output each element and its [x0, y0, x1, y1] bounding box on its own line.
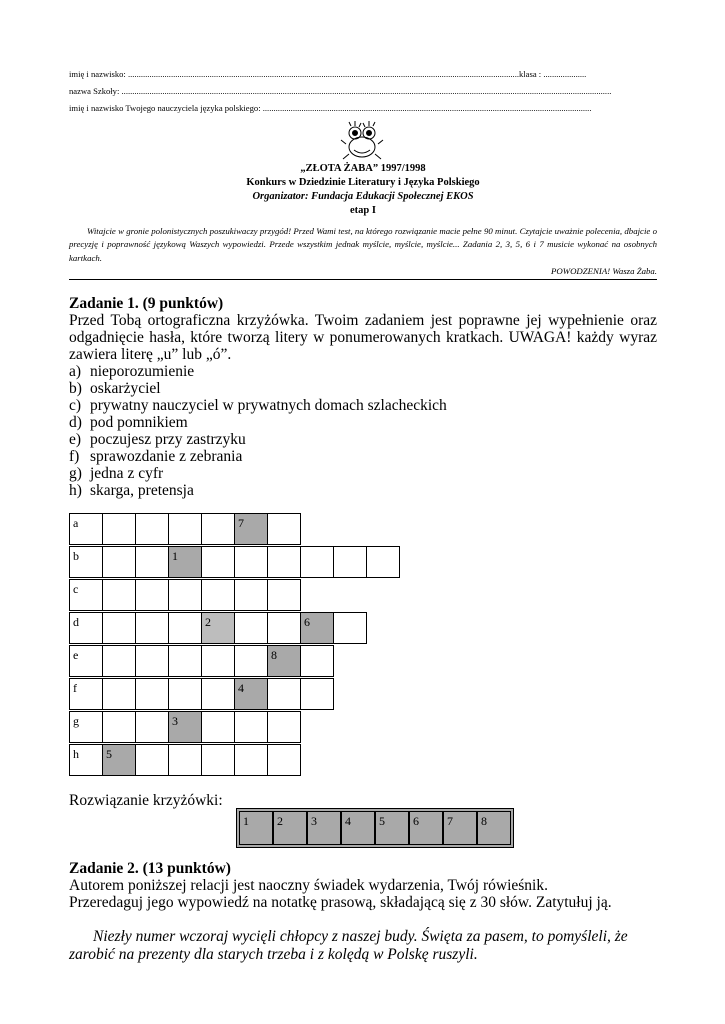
- class-label: klasa :: [518, 69, 542, 79]
- numbered-cell[interactable]: 3: [168, 711, 202, 743]
- numbered-cell[interactable]: 4: [234, 678, 268, 710]
- row-label-cell[interactable]: b: [69, 546, 103, 578]
- crossword-cell[interactable]: [300, 678, 334, 710]
- crossword-cell[interactable]: [234, 645, 268, 677]
- teacher-label: imię i nazwisko Twojego nauczyciela języka polskiego:: [69, 103, 261, 113]
- crossword-cell[interactable]: [234, 744, 268, 776]
- crossword-cell[interactable]: [135, 546, 169, 578]
- crossword-cell[interactable]: [201, 678, 235, 710]
- clue-item: [69, 414, 657, 431]
- numbered-cell[interactable]: 2: [201, 612, 235, 644]
- crossword-cell[interactable]: [135, 678, 169, 710]
- intro-text: Witajcie w gronie polonistycznych poszukiwaczy przygód! Przed Wami test, na którego rozwiązanie macie pełne 90 minut. Czytajcie uważnie polecenia, dbajcie o precyzję i poprawność językową Waszych wypowiedzi. Przede wszystkim jednak myślcie, myślcie, myślcie... Zadania 2, 3, 5, 6 i 7 musicie wykonać na osobnych kartkach.: [69, 226, 657, 263]
- crossword-cell[interactable]: [168, 513, 202, 545]
- crossword-row-h: [69, 744, 300, 776]
- clue-list: [69, 363, 657, 499]
- solution-cell[interactable]: 1: [239, 811, 273, 845]
- crossword-cell[interactable]: [267, 546, 301, 578]
- task1-title: Zadanie 1. (9 punktów): [69, 295, 224, 312]
- task1: [69, 295, 657, 499]
- teacher-dots: .........................................................................................................................................................: [262, 103, 592, 113]
- crossword-cell[interactable]: [102, 513, 136, 545]
- name-line[interactable]: [69, 69, 586, 79]
- crossword-row-f: [69, 678, 333, 710]
- clue-letter: e): [69, 431, 82, 448]
- contest-title: „ZŁOTA ŻABA” 1997/1998: [300, 163, 426, 174]
- name-dots: ......................................................................................................................................................................................: [127, 69, 519, 79]
- clue-letter: c): [69, 397, 82, 414]
- clue-item: [69, 465, 657, 482]
- row-label-cell[interactable]: g: [69, 711, 103, 743]
- row-label-cell[interactable]: f: [69, 678, 103, 710]
- clue-item: [69, 448, 657, 465]
- numbered-cell[interactable]: 5: [102, 744, 136, 776]
- teacher-line[interactable]: [69, 103, 591, 113]
- crossword-cell[interactable]: [135, 744, 169, 776]
- crossword-row-b: [69, 546, 399, 578]
- clue-letter: d): [69, 414, 82, 431]
- clue-text: pod pomnikiem: [90, 414, 188, 431]
- crossword-row-e: [69, 645, 333, 677]
- crossword-cell[interactable]: [135, 645, 169, 677]
- clue-item: [69, 363, 657, 380]
- numbered-cell[interactable]: 6: [300, 612, 334, 644]
- task2-line1: Autorem poniższej relacji jest naoczny świadek wydarzenia, Twój rówieśnik.: [69, 877, 548, 894]
- solution-cell[interactable]: 4: [341, 811, 375, 845]
- task2: [69, 860, 657, 911]
- crossword-cell[interactable]: [102, 711, 136, 743]
- clue-text: sprawozdanie z zebrania: [90, 448, 243, 465]
- solution-cell[interactable]: 3: [307, 811, 341, 845]
- solution-cell[interactable]: 2: [273, 811, 307, 845]
- crossword-cell[interactable]: [300, 546, 334, 578]
- solution-cell[interactable]: 5: [375, 811, 409, 845]
- crossword-cell[interactable]: [102, 579, 136, 611]
- task2-line2: Przeredaguj jego wypowiedź na notatkę prasową, składającą się z 30 słów. Zatytułuj ją.: [69, 894, 612, 911]
- crossword-cell[interactable]: [135, 612, 169, 644]
- stage: etap I: [350, 205, 376, 216]
- solution-cell[interactable]: 8: [477, 811, 511, 845]
- row-label-cell[interactable]: a: [69, 513, 103, 545]
- crossword-cell[interactable]: [201, 645, 235, 677]
- solution-cell[interactable]: 7: [443, 811, 477, 845]
- crossword-cell[interactable]: [234, 579, 268, 611]
- crossword-cell[interactable]: [333, 546, 367, 578]
- crossword-cell[interactable]: [267, 513, 301, 545]
- class-dots: ....................: [543, 69, 587, 79]
- clue-item: [69, 482, 657, 499]
- crossword-cell[interactable]: [267, 744, 301, 776]
- crossword-row-d: [69, 612, 366, 644]
- task1-text: Przed Tobą ortograficzna krzyżówka. Twoim zadaniem jest poprawne jej wypełnienie oraz odgadnięcie hasła, które tworzą litery w ponumerowanych kratkach. UWAGA! każdy wyraz zawiera literę „u” lub „ó”.: [69, 312, 657, 363]
- numbered-cell[interactable]: 1: [168, 546, 202, 578]
- crossword-cell[interactable]: [234, 546, 268, 578]
- clue-item: [69, 431, 657, 448]
- organizer: Organizator: Fundacja Edukacji Społecznej EKOS: [252, 191, 474, 202]
- clue-letter: g): [69, 465, 82, 482]
- crossword-cell[interactable]: [234, 711, 268, 743]
- crossword-row-c: [69, 579, 300, 611]
- solution-label: Rozwiązanie krzyżówki:: [69, 792, 223, 809]
- row-label-cell[interactable]: e: [69, 645, 103, 677]
- crossword-cell[interactable]: [102, 612, 136, 644]
- crossword-cell[interactable]: [135, 711, 169, 743]
- crossword-cell[interactable]: [234, 612, 268, 644]
- school-label: nazwa Szkoły:: [69, 86, 120, 96]
- crossword-cell[interactable]: [333, 612, 367, 644]
- solution-grid: [236, 808, 514, 848]
- row-label-cell[interactable]: h: [69, 744, 103, 776]
- divider: [69, 279, 657, 280]
- clue-item: [69, 380, 657, 397]
- clue-text: oskarżyciel: [90, 380, 161, 397]
- row-label-cell[interactable]: d: [69, 612, 103, 644]
- crossword-cell[interactable]: [300, 645, 334, 677]
- clue-text: prywatny nauczyciel w prywatnych domach szlacheckich: [90, 397, 447, 414]
- crossword-cell[interactable]: [168, 579, 202, 611]
- crossword-cell[interactable]: [135, 513, 169, 545]
- clue-letter: b): [69, 380, 82, 397]
- crossword-cell[interactable]: [366, 546, 400, 578]
- numbered-cell[interactable]: 7: [234, 513, 268, 545]
- crossword-cell[interactable]: [201, 546, 235, 578]
- clue-text: skarga, pretensja: [90, 482, 194, 499]
- crossword-cell[interactable]: [168, 744, 202, 776]
- clue-text: poczujesz przy zastrzyku: [90, 431, 246, 448]
- signature: POWODZENIA! Wasza Żaba.: [551, 266, 657, 276]
- clue-letter: a): [69, 363, 82, 380]
- crossword-cell[interactable]: [168, 612, 202, 644]
- crossword-cell[interactable]: [168, 645, 202, 677]
- crossword-cell[interactable]: [135, 579, 169, 611]
- crossword-cell[interactable]: [102, 678, 136, 710]
- frog-logo-icon: [339, 120, 385, 162]
- crossword-cell[interactable]: [201, 513, 235, 545]
- crossword-row-g: [69, 711, 300, 743]
- clue-text: nieporozumienie: [90, 363, 195, 380]
- crossword-cell[interactable]: [201, 711, 235, 743]
- row-label-cell[interactable]: c: [69, 579, 103, 611]
- crossword-cell[interactable]: [201, 579, 235, 611]
- school-line[interactable]: [69, 86, 611, 96]
- clue-text: jedna z cyfr: [90, 465, 164, 482]
- crossword-cell[interactable]: [267, 678, 301, 710]
- crossword-row-a: [69, 513, 300, 545]
- clue-letter: f): [69, 448, 80, 465]
- crossword-cell[interactable]: [267, 612, 301, 644]
- solution-cell[interactable]: 6: [409, 811, 443, 845]
- clue-item: [69, 397, 657, 414]
- crossword-cell[interactable]: [168, 678, 202, 710]
- name-label: imię i nazwisko:: [69, 69, 126, 79]
- crossword-cell[interactable]: [102, 645, 136, 677]
- crossword-cell[interactable]: [267, 579, 301, 611]
- crossword-cell[interactable]: [267, 711, 301, 743]
- school-dots: ....................................................................................................................................................................................................................................: [121, 86, 612, 96]
- task2-title: Zadanie 2. (13 punktów): [69, 860, 231, 877]
- numbered-cell[interactable]: 8: [267, 645, 301, 677]
- contest-subtitle: Konkurs w Dziedzinie Literatury i Języka Polskiego: [246, 177, 480, 188]
- clue-letter: h): [69, 482, 82, 499]
- crossword-cell[interactable]: [201, 744, 235, 776]
- task2-quote: Niezły numer wczoraj wycięli chłopcy z naszej budy. Święta za pasem, to pomyśleli, że zarobić na prezenty dla starych trzeba i z kolędą w Polskę ruszyli.: [69, 928, 628, 963]
- crossword-cell[interactable]: [102, 546, 136, 578]
